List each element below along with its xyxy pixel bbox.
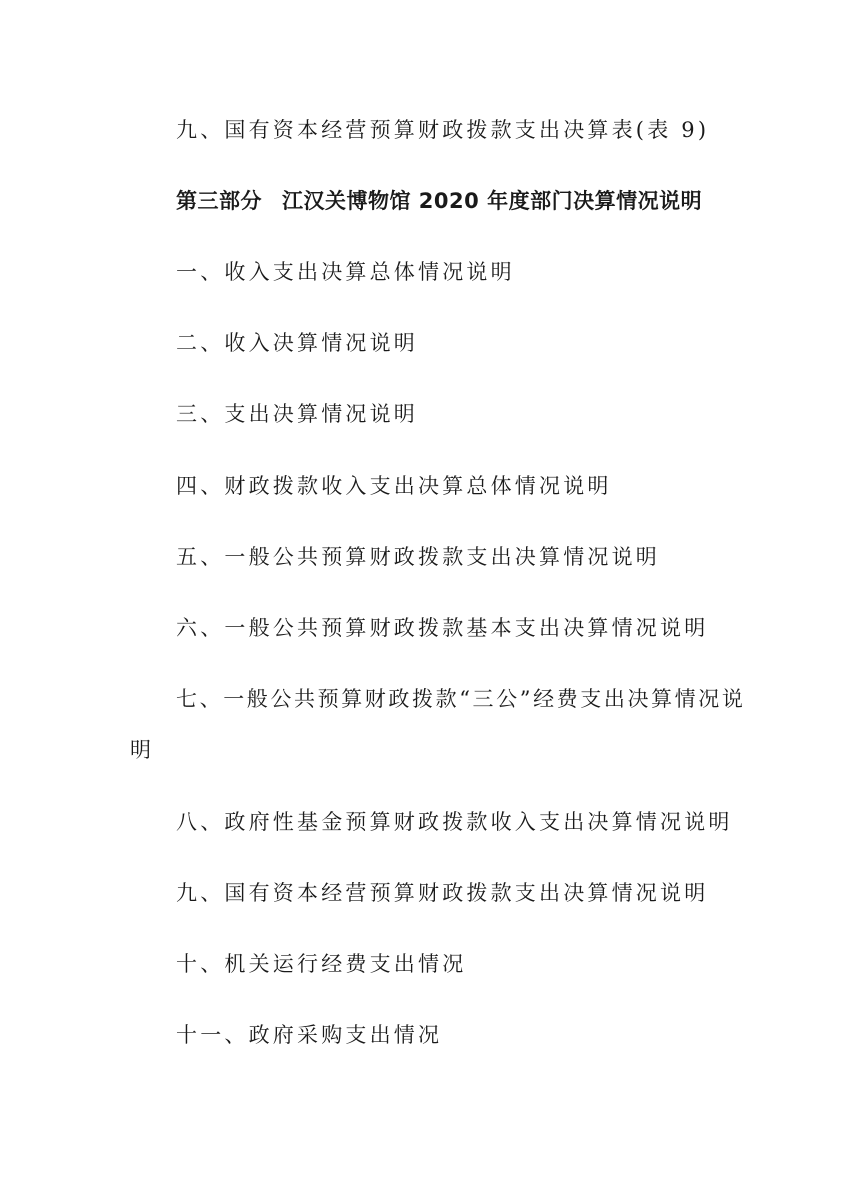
toc-line-4: 四、财政拨款收入支出决算总体情况说明 — [176, 474, 612, 498]
section-part-label: 第三部分 — [176, 189, 262, 213]
toc-line-10: 十、机关运行经费支出情况 — [176, 952, 467, 976]
toc-line-6: 六、一般公共预算财政拨款基本支出决算情况说明 — [176, 616, 709, 640]
toc-line-1: 一、收入支出决算总体情况说明 — [176, 260, 515, 284]
section-title: 江汉关博物馆 2020 年度部门决算情况说明 — [282, 189, 703, 213]
toc-line-2: 二、收入决算情况说明 — [176, 331, 418, 355]
toc-line-5: 五、一般公共预算财政拨款支出决算情况说明 — [176, 545, 660, 569]
toc-line-8: 八、政府性基金预算财政拨款收入支出决算情况说明 — [176, 810, 733, 834]
toc-line-7-continuation: 明 — [130, 738, 151, 762]
toc-line-11: 十一、政府采购支出情况 — [176, 1023, 443, 1047]
toc-line-9: 九、国有资本经营预算财政拨款支出决算情况说明 — [176, 881, 709, 905]
toc-line-3: 三、支出决算情况说明 — [176, 402, 418, 426]
toc-line-7: 七、一般公共预算财政拨款“三公”经费支出决算情况说 — [176, 687, 746, 711]
section-heading — [176, 187, 702, 215]
toc-line-table-9: 九、国有资本经营预算财政拨款支出决算表(表 9) — [176, 118, 710, 142]
